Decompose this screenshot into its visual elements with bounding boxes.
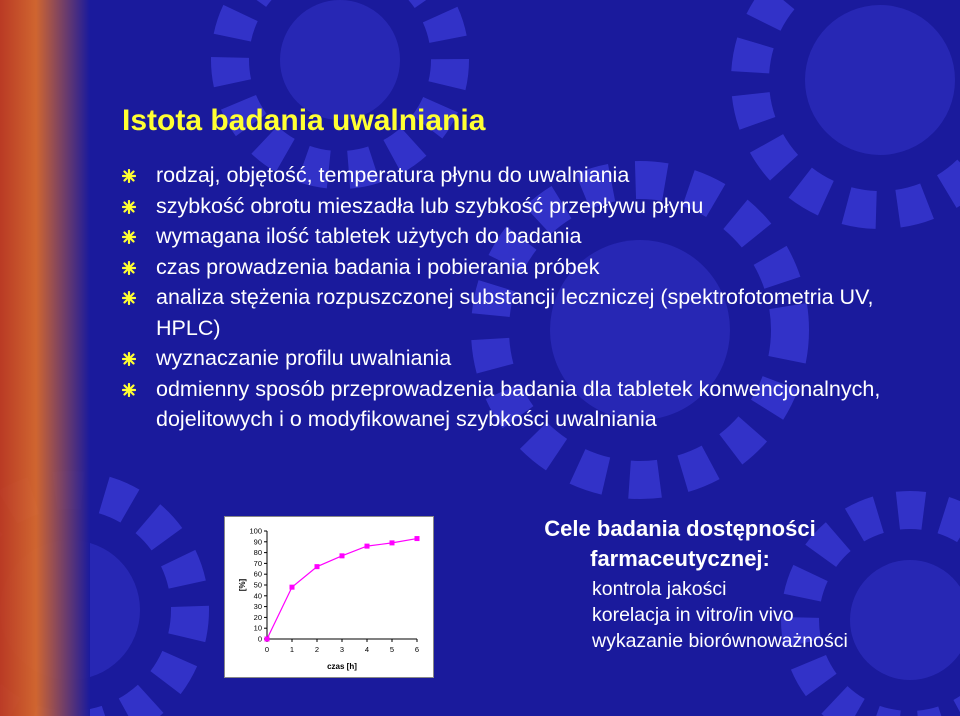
starburst-bullet-icon [122, 230, 136, 244]
y-tick-label: 40 [253, 591, 262, 601]
data-point [340, 553, 345, 558]
slide-title: Istota badania uwalniania [122, 104, 486, 137]
starburst-bullet-icon [122, 169, 136, 183]
bullet-list [118, 160, 918, 435]
bullet-text: czas prowadzenia badania i pobierania próbek [156, 254, 600, 279]
bullet-item [118, 191, 918, 222]
starburst-bullet-icon [122, 291, 136, 305]
starburst-bullet-icon [122, 261, 136, 275]
goals-heading-line1: Cele badania dostępności [544, 516, 816, 541]
y-tick-label: 70 [253, 558, 262, 568]
x-tick-label: 6 [414, 645, 420, 654]
bullet-item [118, 221, 918, 252]
x-tick-label: 5 [389, 645, 395, 654]
bullet-item [118, 160, 918, 191]
y-tick-label: 90 [253, 537, 262, 547]
bullet-text: analiza stężenia rozpuszczonej substancji leczniczej (spektrofotometria UV, HPLC) [156, 285, 874, 340]
goal-item: wykazanie biorównoważności [592, 630, 848, 652]
x-tick-label: 4 [364, 645, 370, 654]
data-point [390, 540, 395, 545]
starburst-bullet-icon [122, 352, 136, 366]
y-tick-label: 0 [257, 634, 262, 644]
bullet-text: wymagana ilość tabletek użytych do badania [156, 224, 582, 248]
data-point [265, 637, 270, 642]
y-tick-label: 60 [253, 569, 262, 579]
chart-svg [225, 517, 433, 677]
bullet-item [118, 374, 918, 435]
bullet-item [118, 252, 918, 283]
dissolution-chart [224, 516, 434, 678]
bullet-item [118, 282, 918, 343]
bullet-item [118, 343, 918, 374]
x-axis-label: czas [h] [327, 662, 357, 671]
y-axis-label: [%] [238, 578, 247, 592]
x-tick-label: 2 [314, 645, 320, 654]
x-tick-label: 1 [289, 645, 295, 654]
data-point [415, 536, 420, 541]
y-tick-label: 50 [253, 580, 262, 590]
y-tick-label: 10 [253, 623, 262, 633]
goals-list [592, 576, 890, 654]
starburst-bullet-icon [122, 200, 136, 214]
starburst-bullet-icon [122, 383, 136, 397]
bullet-text: szybkość obrotu mieszadła lub szybkość przepływu płynu [156, 193, 704, 218]
x-tick-label: 3 [339, 645, 345, 654]
goal-item: korelacja in vitro/in vivo [592, 604, 794, 626]
bullet-text: rodzaj, objętość, temperatura płynu do uwalniania [156, 163, 630, 187]
y-tick-label: 30 [253, 602, 262, 612]
goal-item: kontrola jakości [592, 578, 727, 600]
x-tick-label: 0 [264, 645, 270, 654]
y-tick-label: 100 [249, 526, 262, 536]
goals-section [470, 514, 890, 654]
data-point [315, 564, 320, 569]
y-tick-label: 80 [253, 548, 262, 558]
bullet-text: wyznaczanie profilu uwalniania [156, 346, 452, 370]
data-point [290, 585, 295, 590]
y-tick-label: 20 [253, 612, 262, 622]
goals-heading-line2: farmaceutycznej: [590, 546, 770, 571]
bullet-text: odmienny sposób przeprowadzenia badania dla tabletek konwencjonalnych, dojelitowych i o modyfikowanej szybkości uwalniania [156, 376, 881, 431]
data-point [365, 544, 370, 549]
